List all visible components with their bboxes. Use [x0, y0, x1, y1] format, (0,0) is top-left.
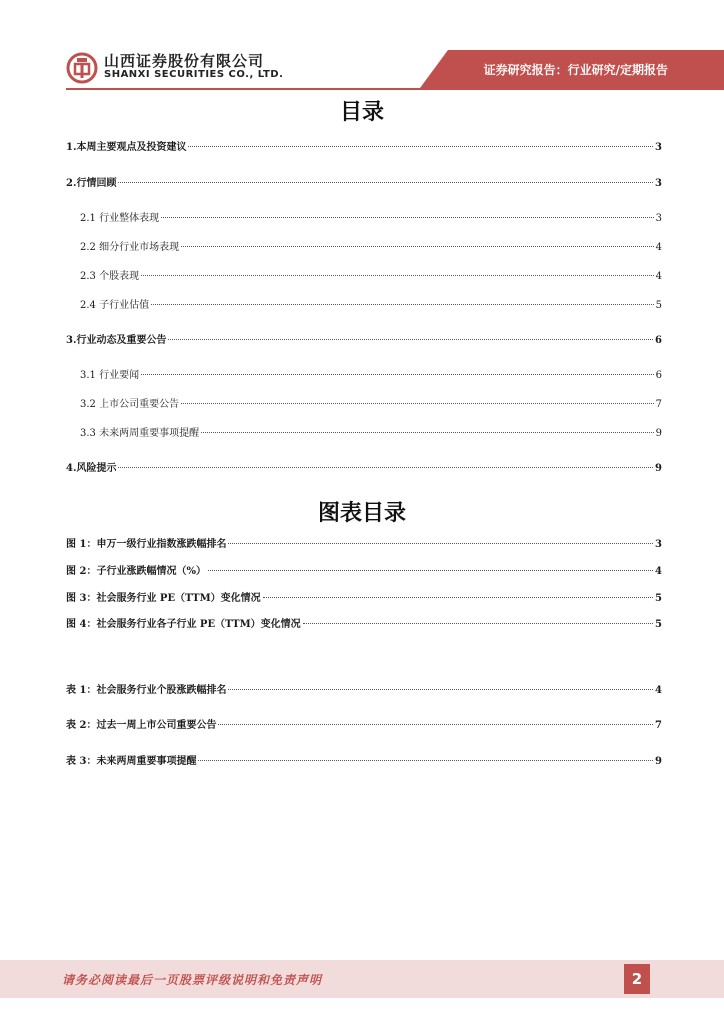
- table-entry-page: 7: [655, 720, 662, 731]
- dot-leader: [118, 467, 653, 468]
- figure-entry-label: 图 3：社会服务行业 PE（TTM）变化情况: [66, 593, 261, 604]
- dot-leader: [228, 543, 653, 544]
- report-type-label: 证券研究报告：行业研究/定期报告: [483, 63, 668, 77]
- table-entry-page: 4: [655, 685, 662, 696]
- toc-entry[interactable]: [80, 397, 662, 413]
- dot-leader: [218, 724, 653, 725]
- dot-leader: [141, 374, 654, 375]
- company-name-en: SHANXI SECURITIES CO., LTD.: [104, 69, 284, 80]
- toc-entry[interactable]: [80, 426, 662, 442]
- toc-entry[interactable]: [80, 269, 662, 285]
- dot-leader: [263, 597, 653, 598]
- dot-leader: [303, 623, 653, 624]
- table-entry-label: 表 3：未来两周重要事项提醒: [66, 756, 197, 767]
- toc-entry[interactable]: [66, 333, 662, 349]
- dot-leader: [201, 432, 654, 433]
- toc-entry-label: 4.风险提示: [66, 463, 117, 474]
- toc-entry-label: 3.行业动态及重要公告: [66, 335, 167, 346]
- toc-entry[interactable]: [80, 298, 662, 314]
- table-entry-label: 表 2：过去一周上市公司重要公告: [66, 720, 217, 731]
- disclaimer-notice: 请务必阅读最后一页股票评级说明和免责声明: [62, 973, 323, 987]
- dot-leader: [208, 570, 653, 571]
- figure-entry-label: 图 1：申万一级行业指数涨跌幅排名: [66, 539, 227, 550]
- toc-entry[interactable]: [80, 368, 662, 384]
- table-entry[interactable]: [66, 683, 662, 699]
- toc-entry-page: 4: [655, 242, 662, 253]
- dot-leader: [168, 339, 653, 340]
- toc-entry-page: 6: [655, 370, 662, 381]
- dot-leader: [118, 182, 653, 183]
- toc-entry-page: 5: [655, 300, 662, 311]
- toc-entry-label: 1.本周主要观点及投资建议: [66, 142, 187, 153]
- toc-entry-page: 6: [655, 335, 662, 346]
- toc-entry-label: 2.4 子行业估值: [80, 300, 150, 311]
- toc-entry-page: 7: [655, 399, 662, 410]
- table-entry[interactable]: [66, 718, 662, 734]
- figure-entry-page: 3: [655, 539, 662, 550]
- figure-list-title: 图表目录: [317, 501, 406, 526]
- toc-entry-page: 3: [655, 178, 662, 189]
- toc-entry-page: 9: [655, 463, 662, 474]
- figure-entry-label: 图 2：子行业涨跌幅情况（%）: [66, 566, 206, 577]
- table-entry-page: 9: [655, 756, 662, 767]
- header-divider: [66, 88, 724, 90]
- page-header: [0, 0, 724, 100]
- figure-entry-page: 5: [655, 593, 662, 604]
- toc-entry-label: 3.3 未来两周重要事项提醒: [80, 428, 200, 439]
- table-entry-label: 表 1：社会服务行业个股涨跌幅排名: [66, 685, 227, 696]
- dot-leader: [228, 689, 653, 690]
- figure-entry[interactable]: [66, 537, 662, 553]
- toc-entry[interactable]: [80, 211, 662, 227]
- dot-leader: [198, 760, 653, 761]
- toc-entry-label: 2.2 细分行业市场表现: [80, 242, 180, 253]
- figure-entry[interactable]: [66, 564, 662, 580]
- toc-entry[interactable]: [66, 140, 662, 156]
- table-entry[interactable]: [66, 754, 662, 770]
- company-name-cn: 山西证券股份有限公司: [104, 52, 265, 70]
- shanxi-securities-logo-icon: [66, 52, 98, 84]
- toc-entry-page: 9: [655, 428, 662, 439]
- toc-entry-page: 3: [655, 213, 662, 224]
- figure-entry[interactable]: [66, 617, 662, 633]
- toc-entry-label: 3.2 上市公司重要公告: [80, 399, 180, 410]
- toc-entry[interactable]: [66, 461, 662, 477]
- figure-entry-label: 图 4：社会服务行业各子行业 PE（TTM）变化情况: [66, 619, 301, 630]
- toc-entry-page: 3: [655, 142, 662, 153]
- dot-leader: [181, 403, 654, 404]
- figure-entry[interactable]: [66, 591, 662, 607]
- toc-entry-label: 2.1 行业整体表现: [80, 213, 160, 224]
- toc-title: 目录: [339, 100, 384, 125]
- toc-entry[interactable]: [66, 176, 662, 192]
- page-number: 2: [624, 964, 650, 994]
- toc-entry-label: 2.3 个股表现: [80, 271, 140, 282]
- dot-leader: [188, 146, 653, 147]
- figure-entry-page: 5: [655, 619, 662, 630]
- dot-leader: [181, 246, 654, 247]
- dot-leader: [141, 275, 654, 276]
- toc-entry[interactable]: [80, 240, 662, 256]
- dot-leader: [151, 304, 654, 305]
- dot-leader: [161, 217, 654, 218]
- toc-entry-label: 2.行情回顾: [66, 178, 117, 189]
- toc-entry-page: 4: [655, 271, 662, 282]
- figure-entry-page: 4: [655, 566, 662, 577]
- toc-entry-label: 3.1 行业要闻: [80, 370, 140, 381]
